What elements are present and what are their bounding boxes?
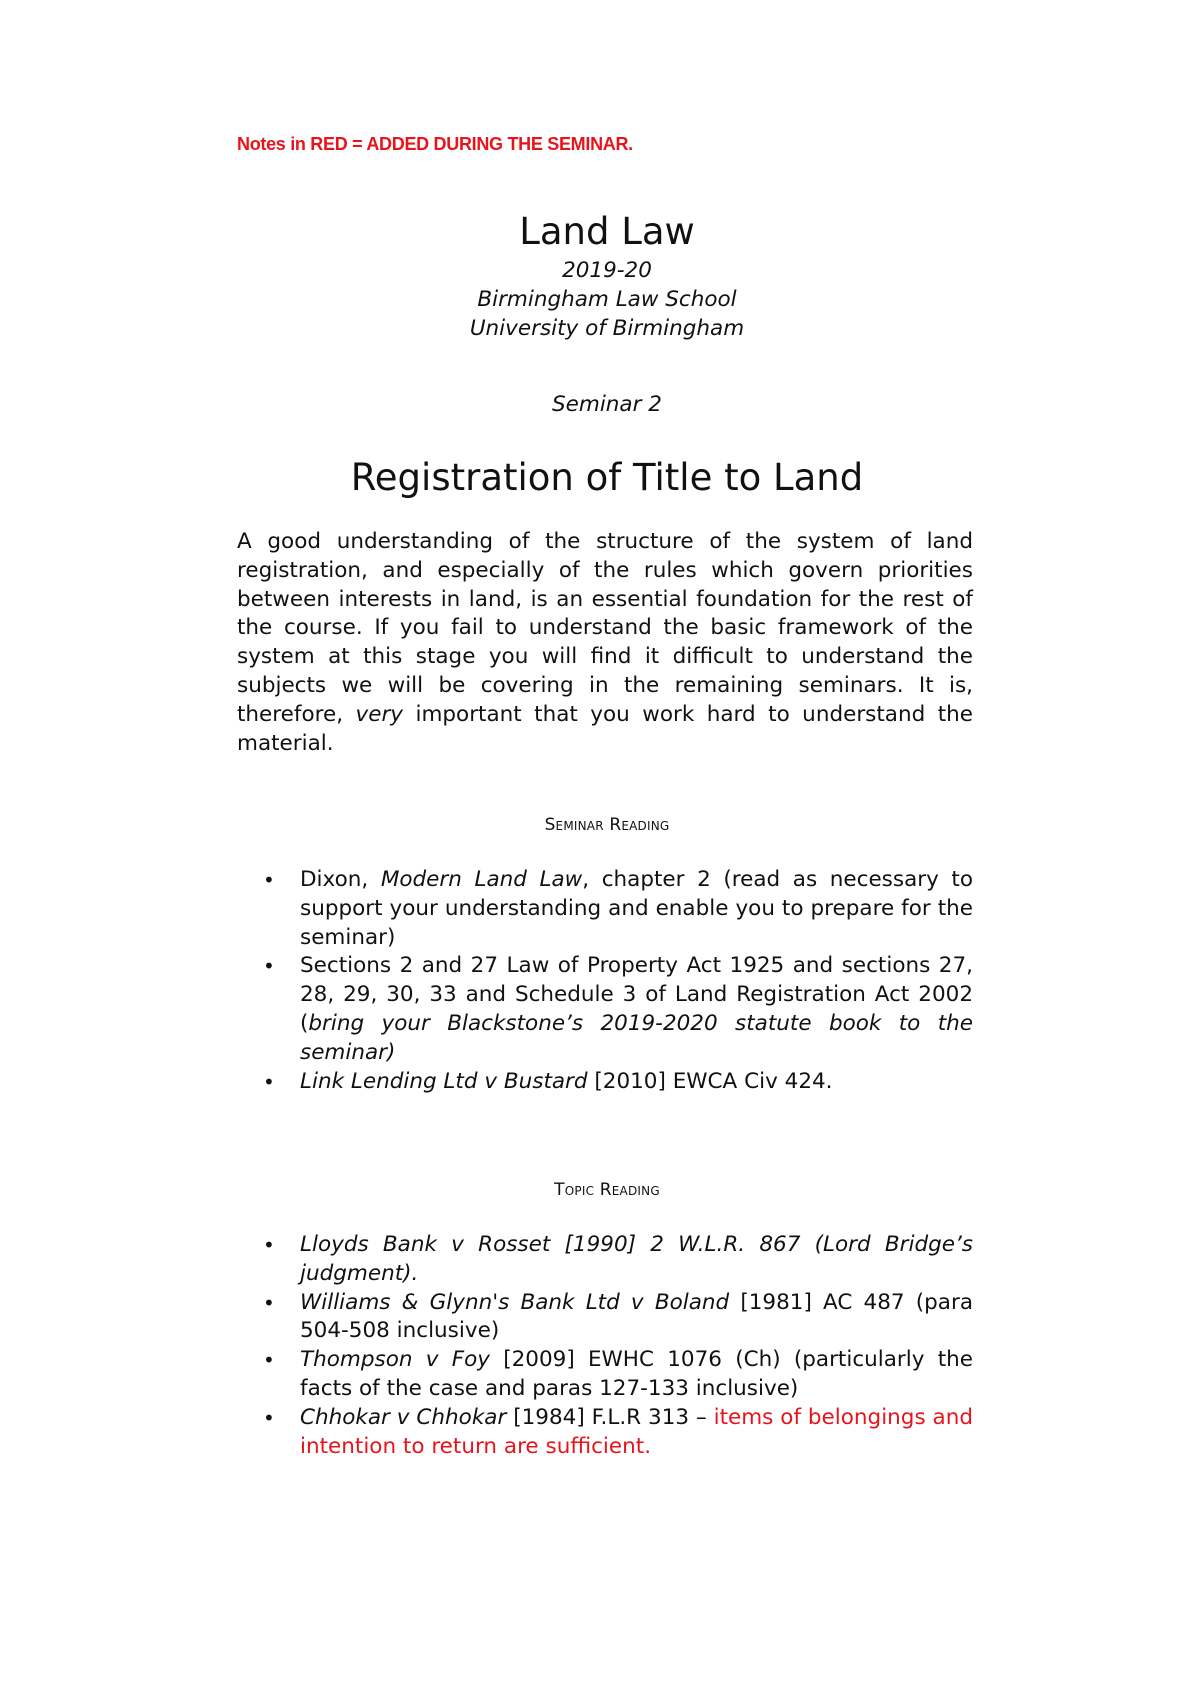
item-text: [2010] EWCA Civ 424. [587, 1068, 833, 1094]
item-italic: Lloyds Bank v Rosset [1990] 2 W.L.R. 867 (Lord Bridge’s judgment). [300, 1232, 973, 1286]
academic-year: 2019-20 [562, 258, 652, 283]
item-red-note: items of belongings and intention to return are sufficient. [300, 1404, 973, 1459]
bullet-icon: • [263, 1405, 275, 1430]
seminar-reading-list [237, 866, 973, 1096]
list-item [237, 866, 973, 952]
bullet-icon: • [263, 1069, 275, 1094]
item-text: , chapter 2 (read as necessary to support your understanding and enable you to prepare for the seminar) [300, 867, 974, 950]
item-italic: Link Lending Ltd v Bustard [300, 1068, 588, 1094]
intro-text: A good understanding of the structure of the system of land registration, and especially of the rules which govern priorities between interests in land, is an essential foundation for the rest of the course. If you fail to understand the basic framework of the system at this stage you will find it difficult to understand the subjects we will be covering in the remaining seminars. It is, therefore, [237, 529, 973, 727]
item-text: Dixon, [300, 867, 381, 892]
item-italic: Williams & Glynn's Bank Ltd v Boland [300, 1289, 730, 1315]
bullet-icon: • [263, 954, 275, 979]
red-notes-legend: Notes in RED = ADDED DURING THE SEMINAR. [237, 134, 633, 154]
topic-reading-list [237, 1231, 973, 1461]
school-name: Birmingham Law School [477, 287, 737, 312]
intro-paragraph [237, 528, 973, 758]
list-item [237, 1346, 973, 1404]
bullet-icon: • [263, 1290, 275, 1315]
intro-emphasis: very [355, 701, 404, 727]
list-item [237, 1231, 973, 1289]
item-italic: Thompson v Foy [300, 1347, 490, 1373]
topic-reading-heading: Topic Reading [554, 1180, 660, 1200]
item-text: Sections 2 and 27 Law of Property Act 1925 and sections 27, 28, 29, 30, 33 and Schedule 3 of Land Registration Act 2002 ( [300, 953, 973, 1036]
intro-text-end: important that you work hard to understand the material. [237, 701, 973, 756]
item-text: [1984] F.L.R 313 – [506, 1404, 714, 1430]
list-item [237, 952, 973, 1067]
seminar-reading-heading: Seminar Reading [544, 815, 670, 835]
item-italic: Chhokar v Chhokar [300, 1404, 507, 1430]
course-title: Land Law [519, 210, 695, 253]
item-text: [2009] EWHC 1076 (Ch) (particularly the facts of the case and paras 127-133 inclusive) [300, 1347, 973, 1401]
item-italic: bring your Blackstone’s 2019-2020 statute book to the seminar) [300, 1010, 973, 1065]
seminar-heading: Registration of Title to Land [350, 456, 864, 499]
seminar-number: Seminar 2 [552, 392, 662, 417]
bullet-icon: • [263, 1233, 275, 1257]
list-item [237, 1404, 973, 1462]
list-item [237, 1289, 973, 1347]
item-italic: Modern Land Law [380, 867, 583, 892]
list-item [237, 1068, 973, 1097]
bullet-icon: • [263, 868, 275, 892]
item-text: [1981] AC 487 (para 504-508 inclusive) [300, 1289, 973, 1344]
bullet-icon: • [263, 1348, 275, 1373]
university-name: University of Birmingham [469, 316, 745, 341]
